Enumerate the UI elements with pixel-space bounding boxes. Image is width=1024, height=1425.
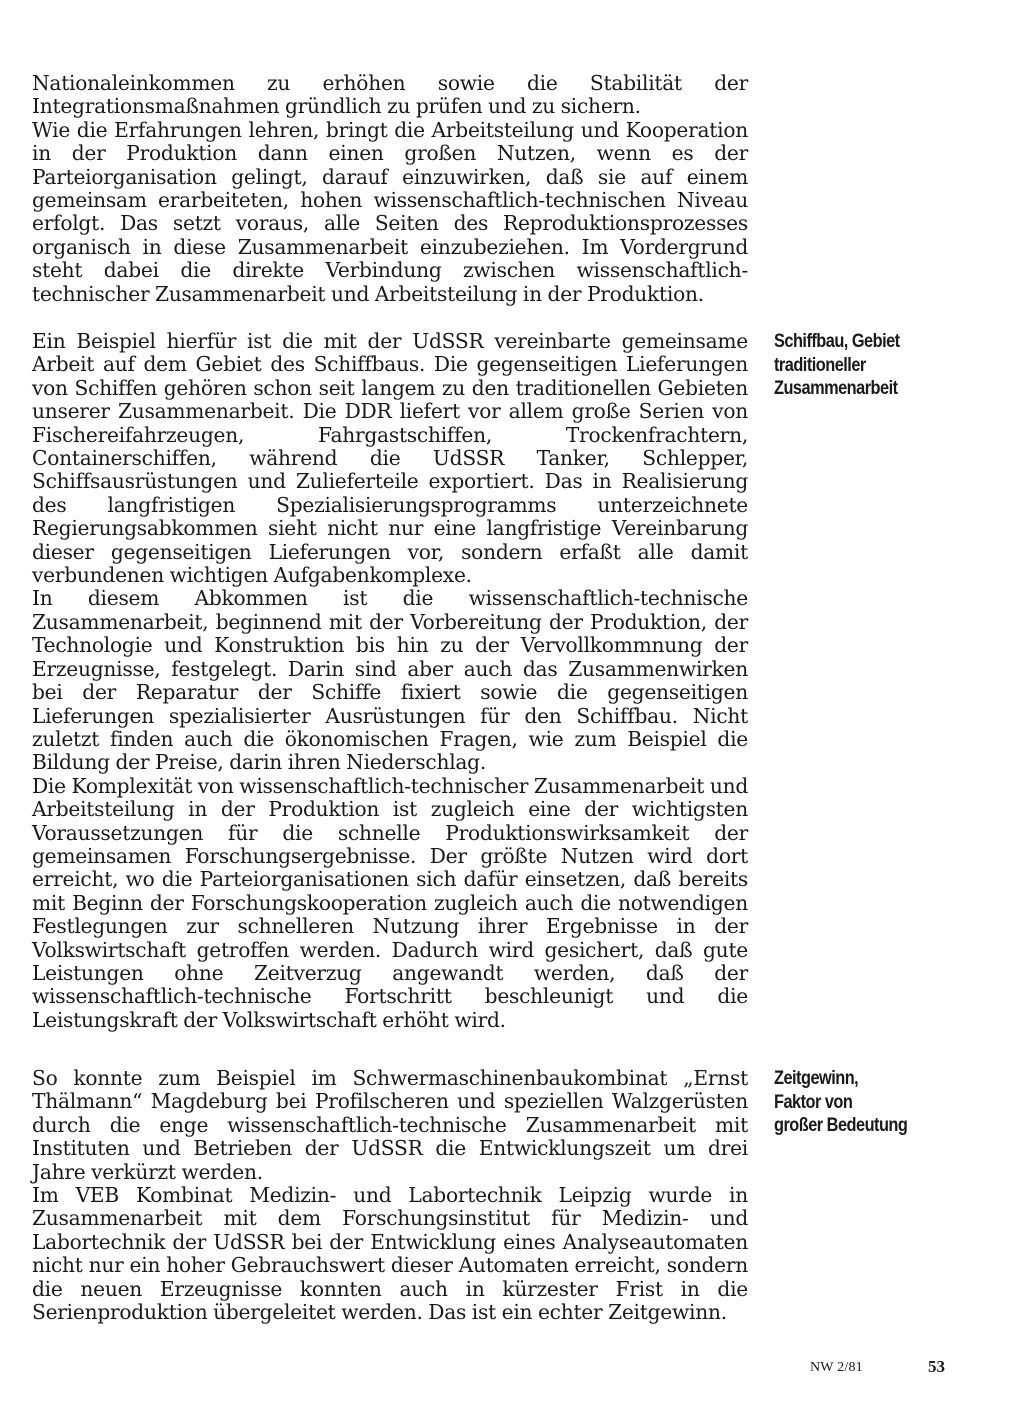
text-block-time-gain [32,1067,748,1324]
margin-note-shipbuilding [774,330,946,401]
paragraph: Die Komplexität von wissenschaftlich-technischer Zusammenarbeit und Arbeitsteilung in der Produktion ist zugleich eine der wichtigsten Voraussetzungen für die schnelle Produktionswirksamkeit der gemeinsamen Forschungsergebnisse. Der größte Nutzen wird dort erreicht, wo die Parteiorganisationen sich dafür einsetzen, daß bereits mit Beginn der Forschungskooperation zugleich auch die notwendigen Festlegungen zur schnelleren Nutzung ihrer Ergebnisse in der Volkswirtschaft getroffen werden. Dadurch wird gesichert, daß gute Leistungen ohne Zeitverzug angewandt werden, daß der wissenschaftlich-technische Fortschritt beschleunigt und die Leistungskraft der Volkswirtschaft erhöht wird. [32,773,748,1032]
margin-note-line: traditioneller [774,354,866,376]
margin-note-line: Zusammenarbeit [774,378,898,399]
text-block-shipbuilding [32,330,748,1032]
paragraph: Ein Beispiel hierfür ist die mit der UdSSR vereinbarte gemeinsame Arbeit auf dem Gebiet des Schiffbaus. Die gegenseitigen Lieferungen von Schiffen gehören schon seit langem zu den traditionellen Gebieten unserer Zusammenarbeit. Die DDR liefert vor allem große Serien von Fischereifahrzeugen, Fahrgastschiffen, Trockenfrachtern, Containerschiffen, während die UdSSR Tanker, Schlepper, Schiffsausrüstungen und Zulieferteile exportiert. Das in Realisierung des langfristigen Spezialisierungsprogramms unterzeichnete Regierungsabkommen sieht nicht nur eine langfristige Vereinbarung dieser gegenseitigen Lieferungen vor, sondern erfaßt alle damit verbundenen wichtigen Aufgabenkomplexe. [32,329,748,588]
paragraph: Nationaleinkommen zu erhöhen sowie die Stabilität der Integrationsmaßnahmen gründlich zu prüfen und zu sichern. [32,71,748,119]
paragraph: So konnte zum Beispiel im Schwermaschinenbaukombinat „Ernst Thälmann“ Magdeburg bei Profilscheren und speziellen Walzgerüsten durch die enge wissenschaftlich-technische Zusammenarbeit mit Instituten und Betrieben der UdSSR die Entwicklungszeit um drei Jahre verkürzt werden. [32,1066,748,1184]
paragraph: In diesem Abkommen ist die wissenschaftlich-technische Zusammenarbeit, beginnend mit der Vorbereitung der Produktion, der Technologie und Konstruktion bis hin zu der Vervollkommnung der Erzeugnisse, festgelegt. Darin sind aber auch das Zusammenwirken bei der Reparatur der Schiffe fixiert sowie die gegenseitigen Lieferungen spezialisierter Ausrüstungen für den Schiffbau. Nicht zuletzt finden auch die ökonomischen Fragen, wie zum Beispiel die Bildung der Preise, darin ihren Niederschlag. [32,586,748,775]
margin-note-line: Schiffbau, Gebiet [774,331,900,352]
page-number: 53 [928,1357,945,1376]
margin-note-line: Faktor von [774,1091,853,1113]
journal-issue: NW 2/81 [810,1360,863,1375]
paragraph: Im VEB Kombinat Medizin- und Labortechnik Leipzig wurde in Zusammenarbeit mit dem Forschungsinstitut für Medizin- und Labortechnik der UdSSR bei der Entwicklung eines Analyseautomaten nicht nur ein hoher Gebrauchswert dieser Automaten erreicht, sondern die neuen Erzeugnisse konnten auch in kürzester Frist in die Serienproduktion übergeleitet werden. Das ist ein echter Zeitgewinn. [32,1183,748,1325]
margin-note-line: Zeitgewinn, [774,1068,859,1089]
margin-note-time-gain [774,1067,946,1138]
paragraph: Wie die Erfahrungen lehren, bringt die Arbeitsteilung und Kooperation in der Produktion dann einen großen Nutzen, wenn es der Parteiorganisation gelingt, darauf einzuwirken, daß sie auf einem gemeinsam erarbeiteten, hohen wissenschaftlich-technischen Niveau erfolgt. Das setzt voraus, alle Seiten des Reproduktionsprozesses organisch in diese Zusammenarbeit einzubeziehen. Im Vordergrund steht dabei die direkte Verbindung zwischen wissenschaftlich-technischer Zusammenarbeit und Arbeitsteilung in der Produktion. [32,117,748,306]
margin-note-line: großer Bedeutung [774,1115,908,1136]
text-block-intro [32,72,748,306]
